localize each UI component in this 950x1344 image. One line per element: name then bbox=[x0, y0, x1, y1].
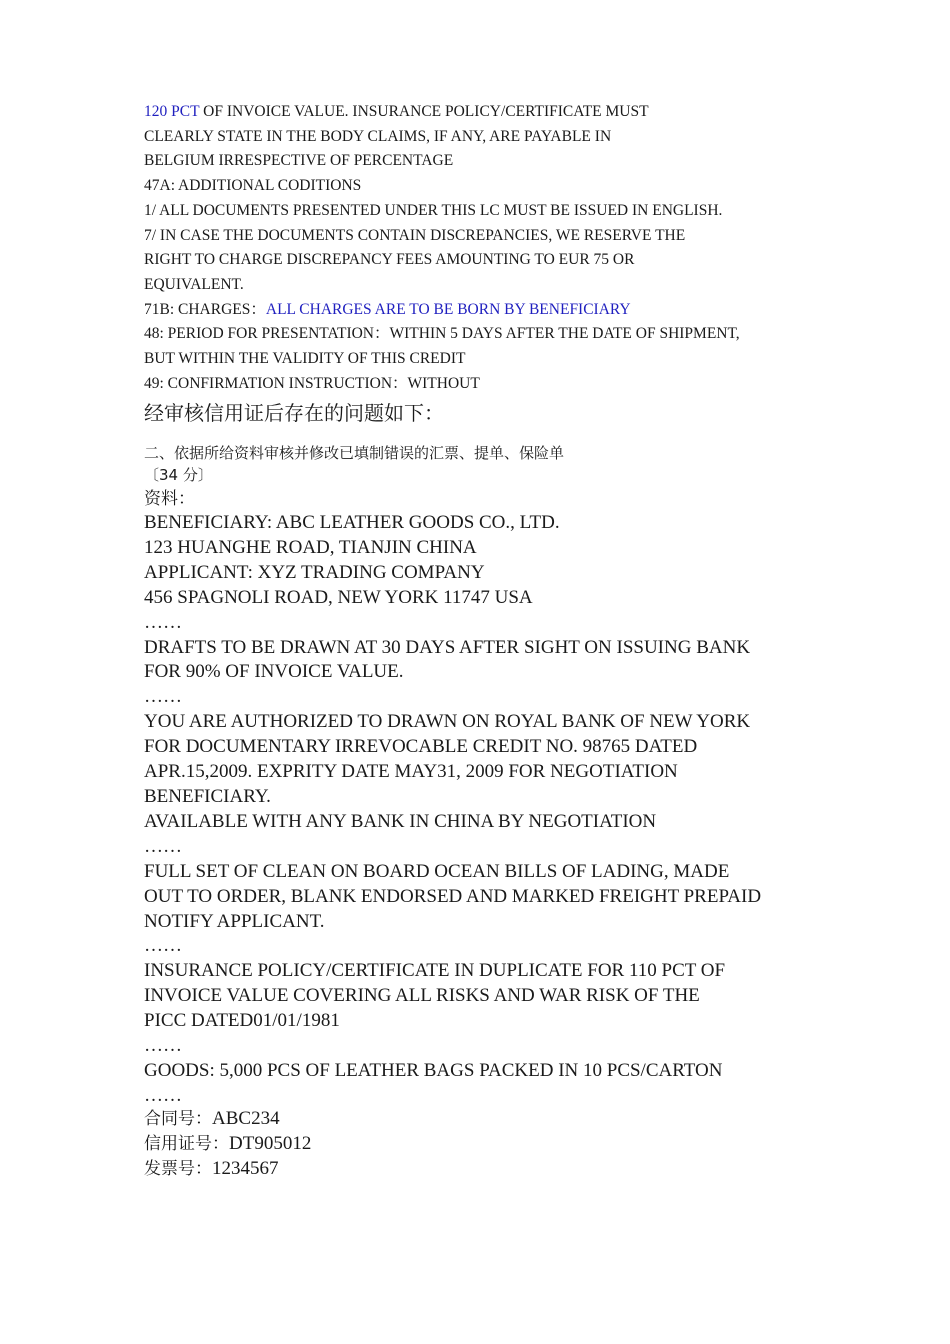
material-line: FOR 90% OF INVOICE VALUE. bbox=[144, 661, 404, 683]
material-line: YOU ARE AUTHORIZED TO DRAWN ON ROYAL BANK OF NEW YORK bbox=[144, 711, 751, 733]
insurance-clause-text: OF INVOICE VALUE. INSURANCE POLICY/CERTIFICATE MUST bbox=[199, 103, 649, 120]
material-line: FOR DOCUMENTARY IRREVOCABLE CREDIT NO. 98765 DATED bbox=[144, 736, 698, 758]
contract-number-row bbox=[144, 1107, 311, 1132]
condition-7-line-2: RIGHT TO CHARGE DISCREPANCY FEES AMOUNTING TO EUR 75 OR bbox=[144, 251, 635, 269]
material-line: APR.15,2009. EXPRITY DATE MAY31, 2009 FOR NEGOTIATION bbox=[144, 761, 678, 783]
lc-number-value: DT905012 bbox=[229, 1132, 312, 1154]
confirmation-clause: 49: CONFIRMATION INSTRUCTION：WITHOUT bbox=[144, 374, 480, 392]
invoice-number-label: 发票号： bbox=[144, 1158, 212, 1179]
contract-number-label: 合同号： bbox=[144, 1109, 212, 1129]
materials-label: 资料： bbox=[144, 489, 195, 509]
presentation-line-1: 48: PERIOD FOR PRESENTATION：WITHIN 5 DAYS AFTER THE DATE OF SHIPMENT, bbox=[144, 325, 740, 343]
material-line: 456 SPAGNOLI ROAD, NEW YORK 11747 USA bbox=[144, 586, 533, 608]
additional-conditions-title: 47A: ADDITIONAL CODITIONS bbox=[144, 177, 362, 195]
material-line: PICC DATED01/01/1981 bbox=[144, 1010, 340, 1032]
reference-numbers bbox=[144, 1107, 311, 1182]
material-line: OUT TO ORDER, BLANK ENDORSED AND MARKED FREIGHT PREPAID bbox=[144, 885, 762, 907]
ellipsis-separator: …… bbox=[144, 835, 182, 857]
insurance-clause-line-3: BELGIUM IRRESPECTIVE OF PERCENTAGE bbox=[144, 152, 454, 170]
material-line: NOTIFY APPLICANT. bbox=[144, 910, 325, 932]
lc-clauses bbox=[144, 100, 740, 396]
material-line: BENEFICIARY. bbox=[144, 785, 271, 807]
material-line: GOODS: 5,000 PCS OF LEATHER BAGS PACKED IN 10 PCS/CARTON bbox=[144, 1059, 723, 1081]
material-line: 123 HUANGHE ROAD, TIANJIN CHINA bbox=[144, 536, 477, 558]
condition-1: 1/ ALL DOCUMENTS PRESENTED UNDER THIS LC MUST BE ISSUED IN ENGLISH. bbox=[144, 201, 723, 219]
ellipsis-separator: …… bbox=[144, 686, 182, 708]
material-line: DRAFTS TO BE DRAWN AT 30 DAYS AFTER SIGHT ON ISSUING BANK bbox=[144, 636, 751, 658]
insurance-clause-line-1 bbox=[144, 100, 740, 125]
material-line: APPLICANT: XYZ TRADING COMPANY bbox=[144, 561, 485, 583]
material-line: INSURANCE POLICY/CERTIFICATE IN DUPLICATE FOR 110 PCT OF bbox=[144, 960, 726, 982]
invoice-number-row bbox=[144, 1157, 311, 1182]
question-score: 〔34 分〕 bbox=[144, 466, 213, 484]
ellipsis-separator: …… bbox=[144, 1035, 182, 1057]
issues-heading: 经审核信用证后存在的问题如下： bbox=[144, 401, 444, 425]
material-line: AVAILABLE WITH ANY BANK IN CHINA BY NEGOTIATION bbox=[144, 810, 657, 832]
ellipsis-separator: …… bbox=[144, 611, 182, 633]
lc-number-label: 信用证号： bbox=[144, 1133, 229, 1154]
insurance-clause-line-2: CLEARLY STATE IN THE BODY CLAIMS, IF ANY, ARE PAYABLE IN bbox=[144, 127, 612, 145]
condition-7-line-3: EQUIVALENT. bbox=[144, 275, 244, 293]
question-title: 二、依据所给资料审核并修改已填制错误的汇票、提单、保险单 bbox=[144, 444, 565, 462]
lc-number-row bbox=[144, 1132, 311, 1157]
insurance-amount-highlight: 120 PCT bbox=[144, 103, 200, 120]
ellipsis-separator: …… bbox=[144, 935, 182, 957]
contract-number-value: ABC234 bbox=[212, 1108, 280, 1129]
charges-label: 71B: CHARGES： bbox=[144, 300, 266, 318]
charges-value-highlight: ALL CHARGES ARE TO BE BORN BY BENEFICIARY bbox=[265, 300, 631, 318]
presentation-line-2: BUT WITHIN THE VALIDITY OF THIS CREDIT bbox=[144, 350, 466, 368]
material-line: INVOICE VALUE COVERING ALL RISKS AND WAR RISK OF THE bbox=[144, 985, 700, 1007]
material-line: BENEFICIARY: ABC LEATHER GOODS CO., LTD. bbox=[144, 512, 560, 533]
invoice-number-value: 1234567 bbox=[212, 1157, 279, 1179]
charges-clause bbox=[144, 298, 740, 323]
ellipsis-separator: …… bbox=[144, 1084, 182, 1106]
condition-7-line-1: 7/ IN CASE THE DOCUMENTS CONTAIN DISCREPANCIES, WE RESERVE THE bbox=[144, 226, 686, 244]
material-line: FULL SET OF CLEAN ON BOARD OCEAN BILLS OF LADING, MADE bbox=[144, 860, 730, 882]
materials-list bbox=[144, 511, 761, 1109]
